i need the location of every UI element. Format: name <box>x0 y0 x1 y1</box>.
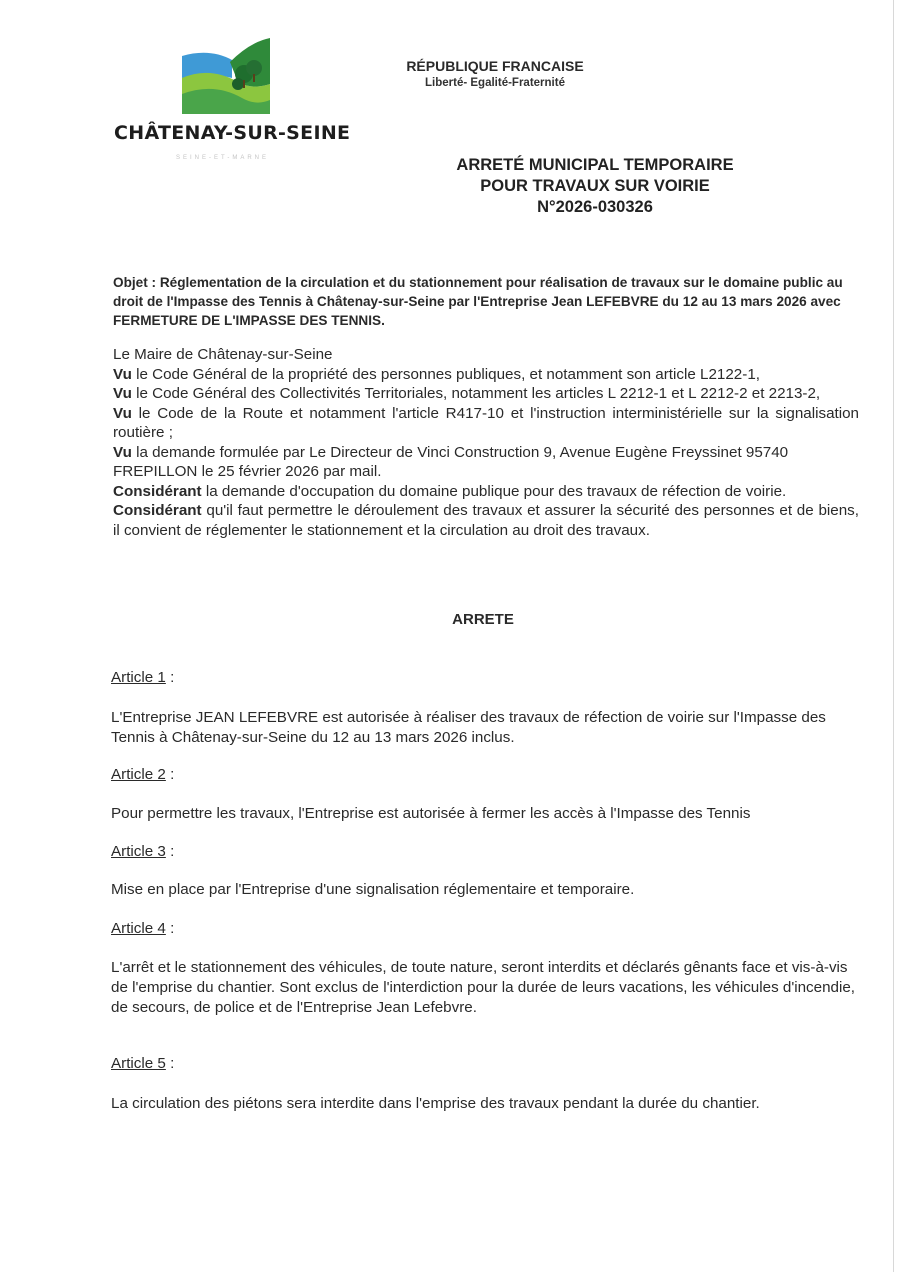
vu-line-1 <box>113 365 859 385</box>
article-paragraph: L'Entreprise JEAN LEFEBVRE est autorisée à réaliser des travaux de réfection de voirie sur l'Impasse des Tennis à Châtenay-sur-Seine du 12 au 13 mars 2026 inclus. <box>111 709 826 746</box>
commune-logo <box>180 38 272 114</box>
article-2-text <box>111 804 859 824</box>
article-title-text: Article 3 <box>111 843 166 860</box>
page-edge <box>893 0 894 1272</box>
considerant-keyword: Considérant <box>113 482 202 500</box>
document-title <box>390 155 800 218</box>
considerant-keyword: Considérant <box>113 502 202 519</box>
article-3-title: Article 3 : <box>111 843 175 860</box>
vu-keyword: Vu <box>113 365 132 383</box>
article-paragraph: Pour permettre les travaux, l'Entreprise est autorisée à fermer les accès à l'Impasse des Tennis <box>111 805 751 822</box>
article-paragraph: La circulation des piétons sera interdite dans l'emprise des travaux pendant la durée du chantier. <box>111 1095 760 1112</box>
preamble <box>113 345 859 540</box>
vu-text: le Code Général de la propriété des personnes publiques, et notamment son article L2122-1, <box>131 365 760 383</box>
article-2-title: Article 2 : <box>111 766 175 783</box>
article-3-text <box>111 880 859 900</box>
article-1-title: Article 1 : <box>111 669 175 686</box>
considerant-line-1 <box>113 482 859 502</box>
republic-header <box>360 58 630 89</box>
vu-keyword: Vu <box>113 404 132 422</box>
article-paragraph: Mise en place par l'Entreprise d'une signalisation réglementaire et temporaire. <box>111 881 635 898</box>
article-4-title: Article 4 : <box>111 920 175 937</box>
logo-tree-2 <box>246 60 262 76</box>
maire-line: Le Maire de Châtenay-sur-Seine <box>113 346 333 363</box>
logo-tree-3 <box>232 78 244 90</box>
title-line-1: ARRETÉ MUNICIPAL TEMPORAIRE <box>456 156 734 174</box>
article-title-text: Article 4 <box>111 920 166 937</box>
vu-keyword: Vu <box>113 385 132 402</box>
considerant-text: la demande d'occupation du domaine publique pour des travaux de réfection de voirie. <box>201 482 787 500</box>
vu-text: le Code de la Route et notamment l'article R417-10 et l'instruction interministérielle sur la signalisation routière ; <box>113 404 859 441</box>
vu-text: le Code Général des Collectivités Territoriales, notamment les articles L 2212-1 et L 2212-2 et 2213-2, <box>131 385 821 402</box>
title-line-2: POUR TRAVAUX SUR VOIRIE <box>480 177 710 195</box>
arrete-heading: ARRETE <box>452 611 514 628</box>
commune-subtitle: SEINE-ET-MARNE <box>176 155 270 161</box>
vu-line-4 <box>113 443 859 482</box>
considerant-line-2 <box>113 501 859 540</box>
vu-line-3 <box>113 404 859 443</box>
article-title-text: Article 2 <box>111 766 166 783</box>
article-title-text: Article 1 <box>111 669 166 686</box>
commune-name: CHÂTENAY-SUR-SEINE <box>114 122 351 144</box>
article-4-text <box>111 958 859 1018</box>
article-5-text <box>111 1094 859 1114</box>
title-line-3: N°2026-030326 <box>537 198 653 216</box>
republic-motto: Liberté- Egalité-Fraternité <box>425 77 565 89</box>
article-5-title: Article 5 : <box>111 1055 175 1072</box>
article-paragraph: L'arrêt et le stationnement des véhicules, de toute nature, seront interdits et déclarés gênants face et vis-à-vis de l'emprise du chantier. Sont exclus de l'interdiction pour la durée de leurs vacations, les véhicules d'incendie, de secours, de police et de l'Entreprise Jean Lefebvre. <box>111 959 856 1016</box>
article-title-text: Article 5 <box>111 1055 166 1072</box>
vu-text: la demande formulée par Le Directeur de Vinci Construction 9, Avenue Eugène Freyssinet 95740 FREPILLON le 25 février 2026 par mail. <box>113 443 789 480</box>
republic-title: RÉPUBLIQUE FRANCAISE <box>406 58 584 74</box>
vu-keyword: Vu <box>113 443 132 461</box>
article-1-text <box>111 708 859 748</box>
vu-line-2 <box>113 384 859 404</box>
objet-paragraph: Objet : Réglementation de la circulation et du stationnement pour réalisation de travaux sur le domaine public au droit de l'Impasse des Tennis à Châtenay-sur-Seine par l'Entreprise Jean LEFEBVRE du 12 au 13 mars 2026 avec FERMETURE DE L'IMPASSE DES TENNIS. <box>113 275 843 328</box>
considerant-text: qu'il faut permettre le déroulement des travaux et assurer la sécurité des personnes et de biens, il convient de réglementer le stationnement et la circulation au droit des travaux. <box>113 502 859 539</box>
